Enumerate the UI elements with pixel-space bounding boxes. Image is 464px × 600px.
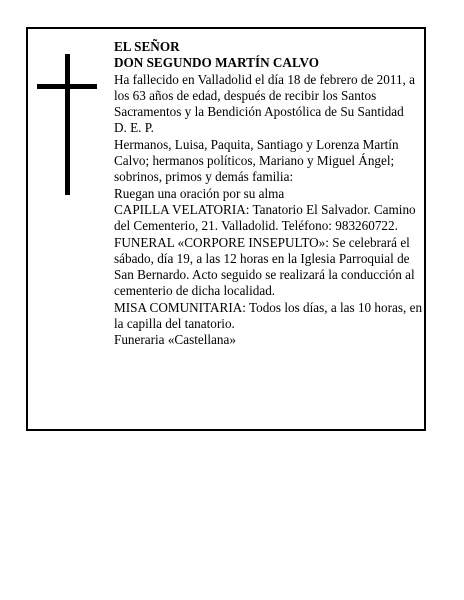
chapel-info: CAPILLA VELATORIA: Tanatorio El Salvador. Camino del Cementerio, 21. Valladolid. Teléfono: 983260722. [114, 201, 416, 234]
prayer-request: Ruegan una oración por su alma [114, 185, 285, 201]
family-list: Hermanos, Luisa, Paquita, Santiago y Lorenza Martín Calvo; hermanos políticos, Mariano y Miguel Ángel; sobrinos, primos y demás familia: [114, 136, 399, 185]
dep-line: D. E. P. [114, 120, 154, 136]
death-info: Ha fallecido en Valladolid el día 18 de febrero de 2011, a los 63 años de edad, después de recibir los Santos Sacramentos y la Bendición Apostólica de Su Santidad [114, 71, 415, 120]
deceased-name: DON SEGUNDO MARTÍN CALVO [114, 55, 320, 71]
obituary-title: EL SEÑOR [114, 39, 180, 54]
cross-horizontal-bar [37, 84, 97, 89]
funeral-info: FUNERAL «CORPORE INSEPULTO»: Se celebrará el sábado, día 19, a las 12 horas en la Iglesia Parroquial de San Bernardo. Acto seguido se realizará la conducción al cementerio de dicha localidad. [114, 234, 415, 299]
obituary-text-block [114, 39, 424, 349]
cross-vertical-bar [65, 54, 70, 195]
funeral-home: Funeraria «Castellana» [114, 332, 236, 348]
mass-info: MISA COMUNITARIA: Todos los días, a las 10 horas, en la capilla del tanatorio. [114, 299, 423, 332]
